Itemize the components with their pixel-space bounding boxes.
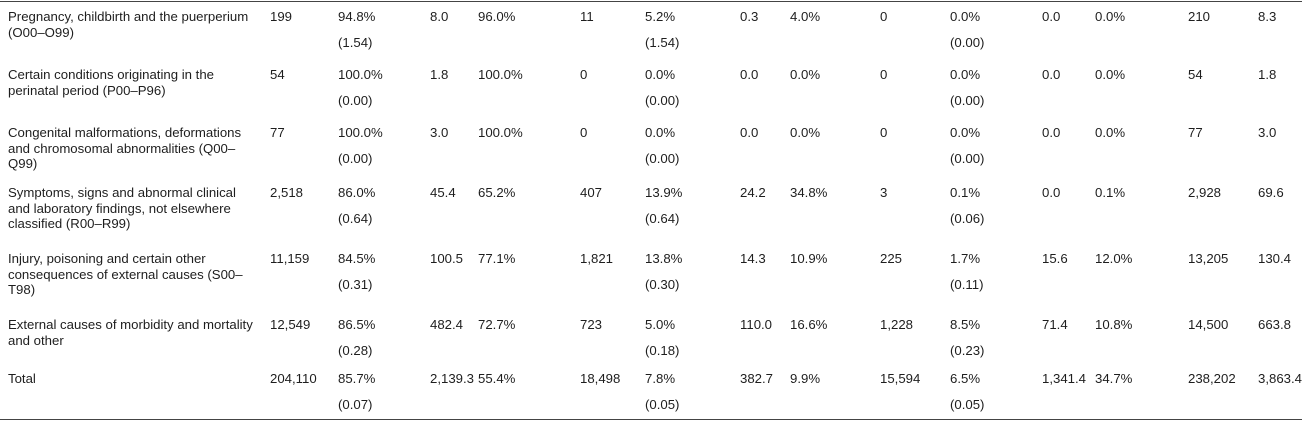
cell-c12: 0.0% <box>1095 67 1126 82</box>
cell-c3: 1.8 <box>430 67 449 82</box>
cell-c5: 0 <box>580 125 588 140</box>
cell-c7: 0.0 <box>740 125 759 140</box>
cell-c10: 1.7% <box>950 251 981 266</box>
cell-c14: 3.0 <box>1258 125 1277 140</box>
cell-c5: 11 <box>580 9 594 24</box>
cell-c9: 0 <box>880 9 888 24</box>
cell-c2se-stderr: (0.07) <box>338 397 373 412</box>
cell-c1: 11,159 <box>270 251 310 266</box>
top-rule <box>0 1 1302 2</box>
cell-c11: 15.6 <box>1042 251 1068 266</box>
cell-c4: 100.0% <box>478 67 523 82</box>
cell-c13: 2,928 <box>1188 185 1222 200</box>
cell-c6se-stderr: (0.18) <box>645 343 680 358</box>
cell-c5: 407 <box>580 185 603 200</box>
cell-c1: 199 <box>270 9 293 24</box>
cell-c6: 5.2% <box>645 9 676 24</box>
cell-c11: 0.0 <box>1042 125 1061 140</box>
cell-c3: 100.5 <box>430 251 464 266</box>
cell-c8: 4.0% <box>790 9 821 24</box>
cell-c3: 2,139.3 <box>430 371 474 386</box>
cell-c12: 34.7% <box>1095 371 1133 386</box>
cell-c13: 13,205 <box>1188 251 1229 266</box>
cell-c12: 12.0% <box>1095 251 1133 266</box>
cell-c2: 100.0% <box>338 125 383 140</box>
cell-c10se-stderr: (0.06) <box>950 211 985 226</box>
cause-label: Certain conditions originating in the perinatal period (P00–P96) <box>8 67 214 98</box>
cell-c2se-stderr: (0.00) <box>338 151 373 166</box>
cell-c6se-stderr: (0.05) <box>645 397 680 412</box>
cell-c3: 8.0 <box>430 9 449 24</box>
cell-c11: 71.4 <box>1042 317 1068 332</box>
cell-c5: 1,821 <box>580 251 614 266</box>
cell-c6: 7.8% <box>645 371 676 386</box>
cell-c2se-stderr: (0.28) <box>338 343 373 358</box>
cell-c6: 0.0% <box>645 67 676 82</box>
cell-c9: 0 <box>880 67 888 82</box>
cell-c13: 14,500 <box>1188 317 1229 332</box>
cell-c4: 100.0% <box>478 125 523 140</box>
cell-c7: 382.7 <box>740 371 774 386</box>
cell-c14: 69.6 <box>1258 185 1284 200</box>
cell-c14: 1.8 <box>1258 67 1277 82</box>
cell-c1: 54 <box>270 67 285 82</box>
cell-c6se-stderr: (0.00) <box>645 93 680 108</box>
cell-c7: 0.0 <box>740 67 759 82</box>
cell-c4: 77.1% <box>478 251 516 266</box>
cell-c8: 34.8% <box>790 185 828 200</box>
cell-c8: 0.0% <box>790 125 821 140</box>
cell-c2: 85.7% <box>338 371 376 386</box>
cell-c10: 0.0% <box>950 125 981 140</box>
cell-c10: 8.5% <box>950 317 981 332</box>
cell-c8: 16.6% <box>790 317 828 332</box>
cell-c8: 0.0% <box>790 67 821 82</box>
cell-c10se-stderr: (0.11) <box>950 277 984 292</box>
cell-c12: 10.8% <box>1095 317 1133 332</box>
cell-c12: 0.0% <box>1095 9 1126 24</box>
cell-c6: 13.9% <box>645 185 683 200</box>
cause-label: Total <box>8 371 36 386</box>
cell-c10se-stderr: (0.00) <box>950 93 985 108</box>
cell-c2: 86.0% <box>338 185 376 200</box>
cell-c2: 84.5% <box>338 251 376 266</box>
cell-c12: 0.0% <box>1095 125 1126 140</box>
cell-c7: 24.2 <box>740 185 766 200</box>
cause-label: External causes of morbidity and mortality and other <box>8 317 253 348</box>
cell-c2se-stderr: (1.54) <box>338 35 373 50</box>
cell-c7: 110.0 <box>740 317 773 332</box>
cell-c6: 5.0% <box>645 317 676 332</box>
cell-c3: 3.0 <box>430 125 449 140</box>
cell-c14: 8.3 <box>1258 9 1277 24</box>
cell-c6se-stderr: (0.00) <box>645 151 680 166</box>
cell-c9: 3 <box>880 185 888 200</box>
cell-c4: 55.4% <box>478 371 516 386</box>
cell-c3: 45.4 <box>430 185 456 200</box>
cell-c10: 6.5% <box>950 371 981 386</box>
cause-label: Pregnancy, childbirth and the puerperium (O00–O99) <box>8 9 249 40</box>
cell-c1: 77 <box>270 125 285 140</box>
cell-c7: 14.3 <box>740 251 766 266</box>
cell-c2: 100.0% <box>338 67 383 82</box>
cell-c1: 2,518 <box>270 185 304 200</box>
cell-c14: 130.4 <box>1258 251 1292 266</box>
cell-c2: 94.8% <box>338 9 376 24</box>
cell-c13: 238,202 <box>1188 371 1236 386</box>
cell-c8: 9.9% <box>790 371 821 386</box>
cell-c9: 225 <box>880 251 903 266</box>
cell-c2se-stderr: (0.00) <box>338 93 373 108</box>
cause-label: Injury, poisoning and certain other consequences of external causes (S00–T98) <box>8 251 243 297</box>
cell-c1: 12,549 <box>270 317 311 332</box>
cell-c5: 0 <box>580 67 588 82</box>
cell-c13: 77 <box>1188 125 1203 140</box>
cell-c11: 0.0 <box>1042 185 1061 200</box>
cell-c2se-stderr: (0.31) <box>338 277 373 292</box>
cell-c4: 65.2% <box>478 185 516 200</box>
cell-c13: 54 <box>1188 67 1203 82</box>
cell-c10: 0.0% <box>950 67 981 82</box>
cell-c10se-stderr: (0.00) <box>950 151 985 166</box>
cell-c7: 0.3 <box>740 9 759 24</box>
cell-c9: 1,228 <box>880 317 914 332</box>
cell-c6se-stderr: (1.54) <box>645 35 680 50</box>
cause-label: Symptoms, signs and abnormal clinical and laboratory findings, not elsewhere classified (R00–R99) <box>8 185 236 231</box>
cell-c8: 10.9% <box>790 251 828 266</box>
cell-c6: 13.8% <box>645 251 683 266</box>
cell-c13: 210 <box>1188 9 1211 24</box>
cell-c1: 204,110 <box>270 371 317 386</box>
cause-label: Congenital malformations, deformations and chromosomal abnormalities (Q00–Q99) <box>8 125 242 171</box>
cell-c11: 0.0 <box>1042 67 1061 82</box>
cell-c6se-stderr: (0.30) <box>645 277 680 292</box>
cell-c14: 663.8 <box>1258 317 1292 332</box>
cell-c11: 0.0 <box>1042 9 1061 24</box>
cell-c6se-stderr: (0.64) <box>645 211 680 226</box>
cell-c4: 96.0% <box>478 9 516 24</box>
cell-c6: 0.0% <box>645 125 676 140</box>
cell-c14: 3,863.4 <box>1258 371 1302 386</box>
cell-c10se-stderr: (0.05) <box>950 397 985 412</box>
bottom-rule <box>0 419 1302 420</box>
cell-c10se-stderr: (0.00) <box>950 35 985 50</box>
cell-c9: 0 <box>880 125 888 140</box>
cell-c10: 0.0% <box>950 9 981 24</box>
cell-c4: 72.7% <box>478 317 516 332</box>
cell-c12: 0.1% <box>1095 185 1126 200</box>
cell-c9: 15,594 <box>880 371 921 386</box>
cell-c2: 86.5% <box>338 317 376 332</box>
cell-c10: 0.1% <box>950 185 981 200</box>
cell-c2se-stderr: (0.64) <box>338 211 373 226</box>
cell-c3: 482.4 <box>430 317 464 332</box>
cell-c5: 18,498 <box>580 371 621 386</box>
cell-c10se-stderr: (0.23) <box>950 343 985 358</box>
cell-c5: 723 <box>580 317 603 332</box>
cell-c11: 1,341.4 <box>1042 371 1086 386</box>
